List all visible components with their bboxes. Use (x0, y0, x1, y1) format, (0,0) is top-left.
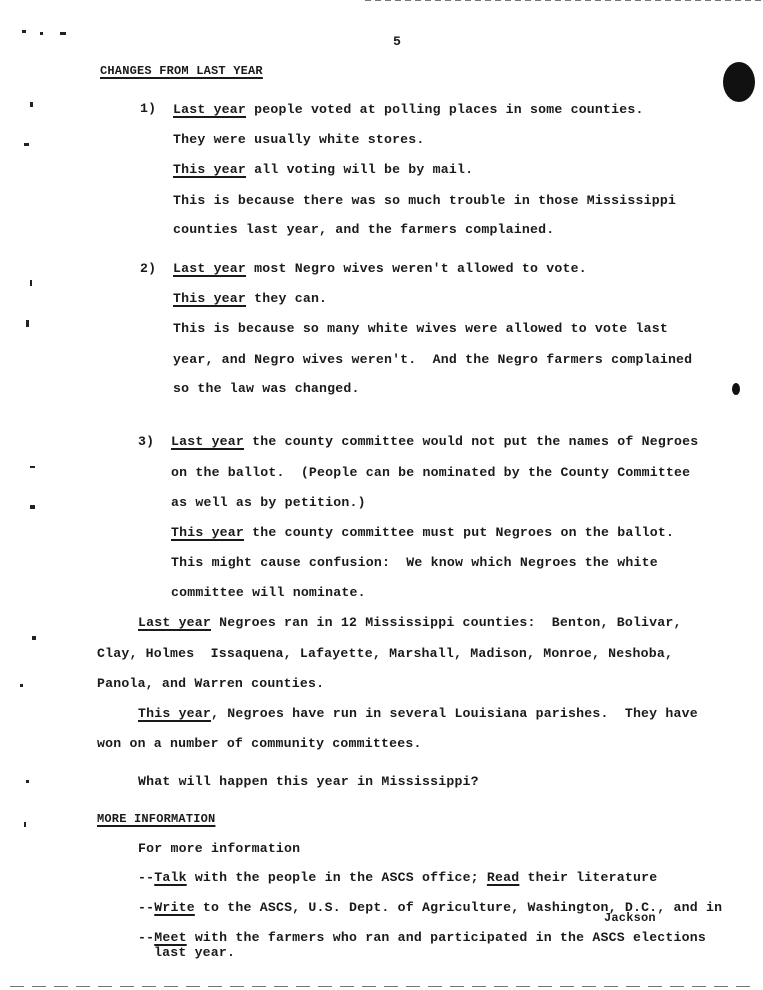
item-line: They were usually white stores. (173, 132, 425, 147)
item-line: Last year people voted at polling places in some counties. (173, 102, 644, 117)
paragraph-line: This year, Negroes have run in several Louisiana parishes. They have (138, 706, 698, 721)
underlined-phrase: Read (486, 870, 520, 885)
underlined-phrase: This year (173, 291, 247, 306)
margin-mark (24, 143, 29, 146)
more-info-item: --Talk with the people in the ASCS office; Read their literature (138, 870, 658, 885)
more-info-item-continuation: last year. (154, 945, 236, 960)
paragraph-line: Panola, and Warren counties. (97, 676, 325, 691)
item-line: as well as by petition.) (171, 495, 366, 510)
item-number: 1) (140, 101, 157, 116)
paragraph-line: won on a number of community committees. (97, 736, 422, 751)
more-info-item: --Meet with the farmers who ran and participated in the ASCS elections (138, 930, 706, 945)
item-line: so the law was changed. (173, 381, 360, 396)
underlined-phrase: This year (171, 525, 245, 540)
item-number: 3) (138, 434, 155, 449)
margin-mark (24, 822, 26, 827)
margin-mark (40, 32, 43, 35)
handwritten-insert: Jackson (604, 911, 656, 925)
item-line: This might cause confusion: We know which Negroes the white (171, 555, 658, 570)
section-heading: CHANGES FROM LAST YEAR (100, 64, 263, 78)
underlined-phrase: Meet (154, 930, 187, 945)
margin-mark (60, 32, 66, 35)
item-number: 2) (140, 261, 157, 276)
page-marker: 5 (393, 34, 402, 49)
margin-mark (30, 466, 35, 468)
margin-dot (732, 383, 740, 395)
margin-mark (30, 102, 33, 107)
item-line: counties last year, and the farmers complained. (173, 222, 555, 237)
item-line: This year the county committee must put Negroes on the ballot. (171, 525, 675, 540)
underlined-phrase: Last year (171, 434, 245, 449)
item-line: Last year most Negro wives weren't allowed to vote. (173, 261, 587, 276)
margin-mark (20, 684, 23, 687)
bottom-edge-scan-line (10, 986, 755, 987)
more-info-item: --Write to the ASCS, U.S. Dept. of Agriculture, Washington, D.C., and in (138, 900, 723, 915)
item-line: Last year the county committee would not put the names of Negroes (171, 434, 699, 449)
underlined-phrase: Write (154, 900, 195, 915)
binder-hole (723, 62, 755, 102)
item-line: year, and Negro wives weren't. And the Negro farmers complained (173, 352, 693, 367)
question-line: What will happen this year in Mississippi? (138, 774, 479, 789)
underlined-phrase: This year (138, 706, 212, 721)
underlined-phrase: Talk (154, 870, 187, 885)
underlined-phrase: Last year (138, 615, 212, 630)
item-line: This year all voting will be by mail. (173, 162, 474, 177)
item-line: This is because there was so much trouble in those Mississippi (173, 193, 677, 208)
underlined-phrase: This year (173, 162, 247, 177)
margin-mark (26, 780, 29, 783)
margin-mark (32, 636, 36, 640)
more-info-heading: MORE INFORMATION (97, 812, 216, 826)
underlined-phrase: Last year (173, 102, 247, 117)
margin-mark (26, 320, 29, 327)
item-line: committee will nominate. (171, 585, 366, 600)
paragraph-line: Clay, Holmes Issaquena, Lafayette, Marshall, Madison, Monroe, Neshoba, (97, 646, 674, 661)
top-edge-scan-line (365, 0, 763, 1)
paragraph-line: Last year Negroes ran in 12 Mississippi counties: Benton, Bolivar, (138, 615, 682, 630)
underlined-phrase: Last year (173, 261, 247, 276)
margin-mark (30, 505, 35, 509)
more-info-intro: For more information (138, 841, 301, 856)
margin-mark (22, 30, 26, 33)
margin-mark (30, 280, 32, 286)
item-line: This year they can. (173, 291, 328, 306)
item-line: on the ballot. (People can be nominated by the County Committee (171, 465, 691, 480)
item-line: This is because so many white wives were allowed to vote last (173, 321, 668, 336)
